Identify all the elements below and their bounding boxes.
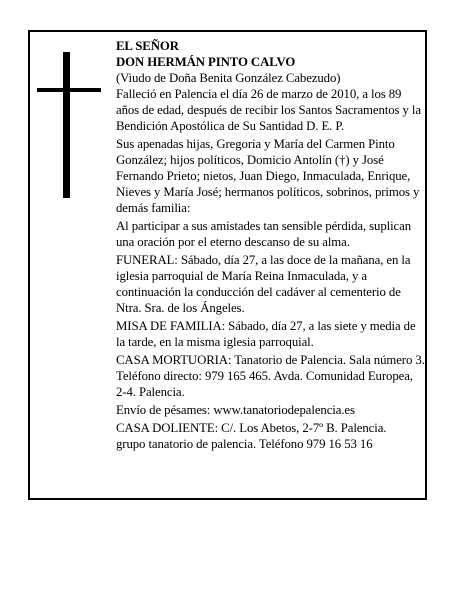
family-members: Sus apenadas hijas, Gregoria y María del Carmen Pinto González; hijos políticos, Domicio Antolín (†) y José Fernando Prieto; nietos, Juan Diego, Inmaculada, Enrique, Nieves y María José; hermanos políticos, sobrinos, primos y demás familia: — [116, 137, 420, 215]
funeral-details: FUNERAL: Sábado, día 27, a las doce de la mañana, en la iglesia parroquial de María Reina Inmaculada, y a continuación la conducción del cadáver al cementerio de Ntra. Sra. de los Ángeles. — [116, 253, 411, 315]
funeral-home-details: CASA MORTUORIA: Tanatorio de Palencia. Sala número 3. Teléfono directo: 979 165 465. Avda. Comunidad Europea, 2-4. Palencia. — [116, 353, 425, 399]
latin-cross-icon — [37, 52, 101, 198]
funeral-group-footer: grupo tanatorio de palencia. Teléfono 979 16 53 16 — [116, 437, 373, 451]
condolences-website: Envío de pésames: www.tanatoriodepalencia.es — [116, 403, 355, 417]
cross-vertical-bar — [63, 52, 70, 198]
obituary-text — [116, 38, 426, 454]
death-announcement: Falleció en Palencia el día 26 de marzo de 2010, a los 89 años de edad, después de recibir los Santos Sacramentos y la Bendición Apostólica de Su Santidad D. E. P. — [116, 87, 421, 133]
notice-title-line1: EL SEÑOR — [116, 39, 179, 53]
deceased-name: DON HERMÁN PINTO CALVO — [116, 55, 296, 69]
mourning-house-address: CASA DOLIENTE: C/. Los Abetos, 2-7º B. Palencia. — [116, 421, 387, 435]
widower-relation: (Viudo de Doña Benita González Cabezudo) — [116, 71, 341, 85]
prayer-request: Al participar a sus amistades tan sensible pérdida, suplican una oración por el eterno descanso de su alma. — [116, 219, 411, 249]
family-mass-details: MISA DE FAMILIA: Sábado, día 27, a las siete y media de la tarde, en la misma iglesia parroquial. — [116, 319, 416, 349]
cross-horizontal-bar — [37, 88, 101, 92]
